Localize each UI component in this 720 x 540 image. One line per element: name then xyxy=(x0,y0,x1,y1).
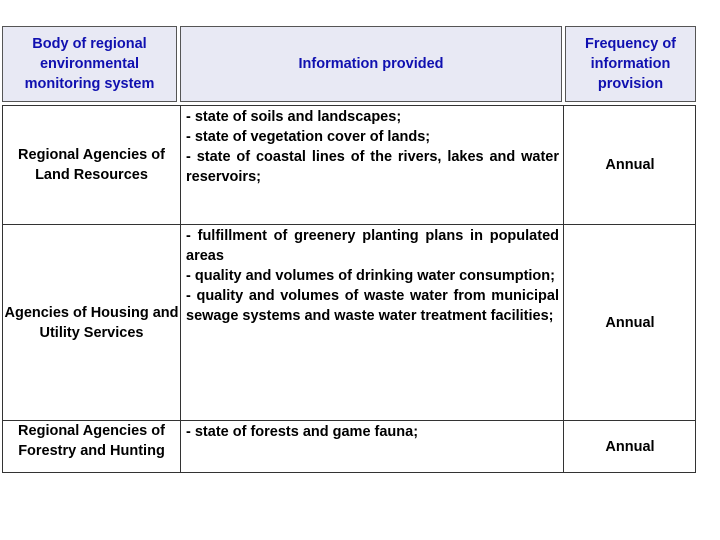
info-item: - state of soils and landscapes; xyxy=(186,109,402,125)
header-info-cell xyxy=(180,26,562,102)
info-item: - fulfillment of greenery planting plans in populated areas xyxy=(186,228,559,264)
info-item: - state of coastal lines of the rivers, lakes and water reservoirs; xyxy=(186,149,559,185)
table-row-3-info xyxy=(181,421,563,473)
table-row-1-info xyxy=(181,106,563,224)
table-row-1-body: Regional Agencies of Land Resources xyxy=(18,147,165,183)
info-item: - state of forests and game fauna; xyxy=(186,424,419,440)
table-row-1-frequency: Annual xyxy=(605,157,655,173)
header-info-label: Information provided xyxy=(298,56,444,72)
table-row-3-frequency: Annual xyxy=(605,439,655,455)
info-item: - quality and volumes of waste water from municipal sewage systems and waste water treatment facilities; xyxy=(186,288,559,324)
table-row-3-body: Regional Agencies of Forestry and Hunting xyxy=(18,423,165,459)
header-frequency-label: Frequency of information provision xyxy=(584,36,677,92)
table-row-2-info xyxy=(181,225,563,420)
info-item: - state of vegetation cover of lands; xyxy=(186,129,431,145)
info-item: - quality and volumes of drinking water consumption; xyxy=(186,268,555,284)
header-body-label: Body of regional environmental monitoring system xyxy=(24,36,155,92)
header-frequency-cell xyxy=(565,26,696,102)
header-body-cell xyxy=(2,26,177,102)
table-row-2-body: Agencies of Housing and Utility Services xyxy=(4,304,179,341)
table-row-2-frequency: Annual xyxy=(605,314,655,331)
